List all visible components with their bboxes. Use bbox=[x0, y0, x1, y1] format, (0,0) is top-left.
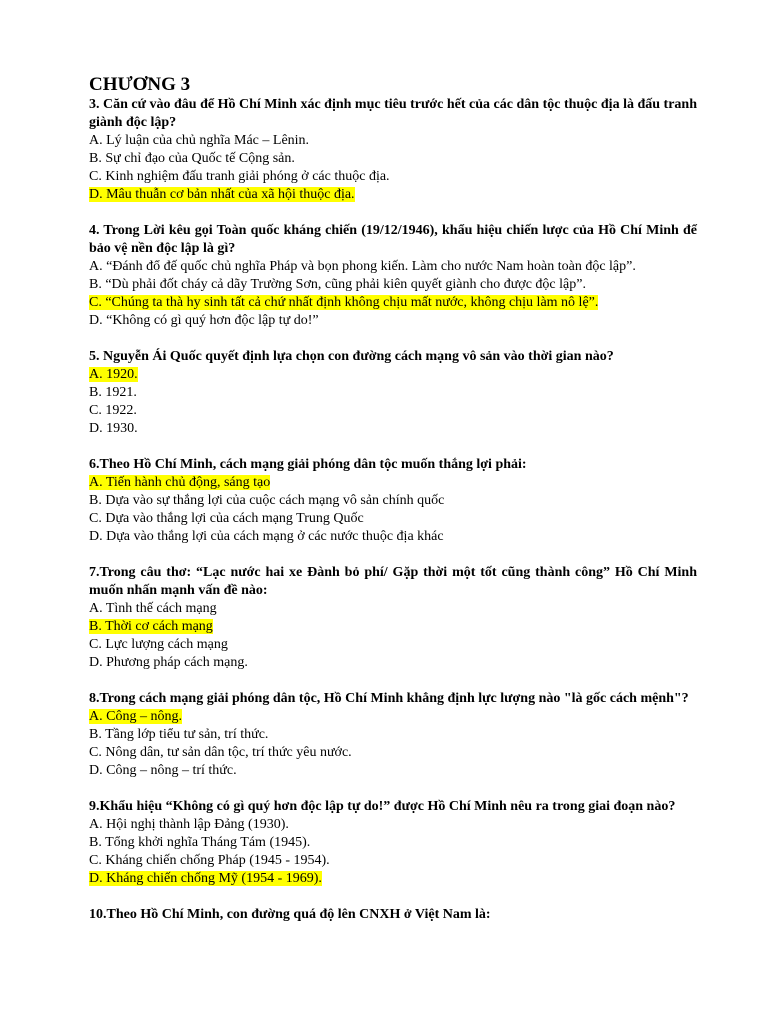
answer-option bbox=[89, 744, 697, 762]
answer-option bbox=[89, 132, 697, 150]
answer-option-text: C. Dựa vào thắng lợi của cách mạng Trung Quốc bbox=[89, 511, 364, 526]
question-text: 5. Nguyễn Ái Quốc quyết định lựa chọn con đường cách mạng vô sản vào thời gian nào? bbox=[89, 349, 614, 364]
answer-option bbox=[89, 600, 697, 618]
answer-option-text: D. Kháng chiến chống Mỹ (1954 - 1969). bbox=[89, 871, 322, 886]
answer-option bbox=[89, 762, 697, 780]
answer-option bbox=[89, 168, 697, 186]
answer-option-text: D. 1930. bbox=[89, 421, 138, 436]
answer-option-text: A. Hội nghị thành lập Đảng (1930). bbox=[89, 817, 289, 832]
answer-option-highlighted bbox=[89, 618, 697, 636]
answer-option-text: D. Dựa vào thắng lợi của cách mạng ở các nước thuộc địa khác bbox=[89, 529, 444, 544]
answer-option-text: B. 1921. bbox=[89, 385, 137, 400]
answer-option bbox=[89, 636, 697, 654]
answer-option-text: C. Lực lượng cách mạng bbox=[89, 637, 228, 652]
answer-option-text: B. “Dù phải đốt cháy cả dãy Trường Sơn, cũng phải kiên quyết giành cho được độc lập”. bbox=[89, 277, 586, 292]
answer-option bbox=[89, 852, 697, 870]
question-text: 6.Theo Hồ Chí Minh, cách mạng giải phóng dân tộc muốn thắng lợi phải: bbox=[89, 457, 527, 472]
answer-option bbox=[89, 492, 697, 510]
answer-option-text: A. Tiến hành chủ động, sáng tạo bbox=[89, 475, 271, 490]
chapter-title: CHƯƠNG 3 bbox=[89, 74, 191, 95]
answer-option-text: B. Sự chỉ đạo của Quốc tế Cộng sản. bbox=[89, 151, 295, 166]
answer-option-text: B. Thời cơ cách mạng bbox=[89, 619, 213, 634]
answer-option-text: D. “Không có gì quý hơn độc lập tự do!” bbox=[89, 313, 319, 328]
answer-option-text: B. Dựa vào sự thắng lợi của cuộc cách mạng vô sản chính quốc bbox=[89, 493, 445, 508]
question-text: 10.Theo Hồ Chí Minh, con đường quá độ lên CNXH ở Việt Nam là: bbox=[89, 907, 491, 922]
answer-option-text: C. Kinh nghiệm đấu tranh giải phóng ở các thuộc địa. bbox=[89, 169, 390, 184]
question-spacer bbox=[89, 330, 697, 348]
question-spacer bbox=[89, 546, 697, 564]
question-text: 4. Trong Lời kêu gọi Toàn quốc kháng chiến (19/12/1946), khẩu hiệu chiến lược của Hồ Chí Minh để bảo vệ nền độc lập là gì? bbox=[89, 223, 697, 256]
document-content bbox=[89, 74, 697, 924]
answer-option bbox=[89, 816, 697, 834]
answer-option-text: A. “Đánh đổ đế quốc chủ nghĩa Pháp và bọn phong kiến. Làm cho nước Nam hoàn toàn độc lập”. bbox=[89, 259, 636, 274]
answer-option-text: C. Kháng chiến chống Pháp (1945 - 1954). bbox=[89, 853, 330, 868]
question-text: 8.Trong cách mạng giải phóng dân tộc, Hồ Chí Minh khẳng định lực lượng nào "là gốc cách mệnh"? bbox=[89, 691, 689, 706]
question-block bbox=[89, 348, 697, 438]
question-text: 7.Trong câu thơ: “Lạc nước hai xe Đành bỏ phí/ Gặp thời một tốt cũng thành công” Hồ Chí Minh muốn nhấn mạnh vấn đề nào: bbox=[89, 565, 697, 598]
answer-option-text: C. Nông dân, tư sản dân tộc, trí thức yêu nước. bbox=[89, 745, 352, 760]
answer-option bbox=[89, 528, 697, 546]
question-block bbox=[89, 690, 697, 780]
question-block bbox=[89, 222, 697, 330]
answer-option-text: D. Mâu thuẫn cơ bản nhất của xã hội thuộc địa. bbox=[89, 187, 355, 202]
answer-option-highlighted bbox=[89, 708, 697, 726]
question-spacer bbox=[89, 438, 697, 456]
answer-option-text: B. Tổng khởi nghĩa Tháng Tám (1945). bbox=[89, 835, 311, 850]
answer-option bbox=[89, 312, 697, 330]
answer-option-text: A. Công – nông. bbox=[89, 709, 182, 724]
question-block bbox=[89, 906, 697, 924]
question-spacer bbox=[89, 204, 697, 222]
answer-option-highlighted bbox=[89, 294, 697, 312]
answer-option-text: D. Công – nông – trí thức. bbox=[89, 763, 237, 778]
answer-option-text: D. Phương pháp cách mạng. bbox=[89, 655, 248, 670]
question-block bbox=[89, 798, 697, 888]
answer-option-text: C. “Chúng ta thà hy sinh tất cả chứ nhất định không chịu mất nước, không chịu làm nô lệ”. bbox=[89, 295, 599, 310]
answer-option-text: A. Lý luận của chủ nghĩa Mác – Lênin. bbox=[89, 133, 310, 148]
answer-option-highlighted bbox=[89, 474, 697, 492]
answer-option bbox=[89, 510, 697, 528]
answer-option-highlighted bbox=[89, 186, 697, 204]
question-spacer bbox=[89, 672, 697, 690]
question-spacer bbox=[89, 888, 697, 906]
answer-option-text: A. 1920. bbox=[89, 367, 138, 382]
question-spacer bbox=[89, 780, 697, 798]
answer-option-text: C. 1922. bbox=[89, 403, 137, 418]
answer-option bbox=[89, 420, 697, 438]
answer-option bbox=[89, 402, 697, 420]
answer-option-text: A. Tình thế cách mạng bbox=[89, 601, 217, 616]
answer-option-text: B. Tầng lớp tiểu tư sản, trí thức. bbox=[89, 727, 269, 742]
answer-option bbox=[89, 726, 697, 744]
question-block bbox=[89, 564, 697, 672]
answer-option bbox=[89, 276, 697, 294]
answer-option-highlighted bbox=[89, 870, 697, 888]
question-block bbox=[89, 456, 697, 546]
answer-option bbox=[89, 654, 697, 672]
answer-option bbox=[89, 150, 697, 168]
question-text: 9.Khẩu hiệu “Không có gì quý hơn độc lập tự do!” được Hồ Chí Minh nêu ra trong giai đoạn nào? bbox=[89, 799, 676, 814]
question-block bbox=[89, 96, 697, 204]
answer-option bbox=[89, 258, 697, 276]
answer-option-highlighted bbox=[89, 366, 697, 384]
question-text: 3. Căn cứ vào đâu để Hồ Chí Minh xác định mục tiêu trước hết của các dân tộc thuộc địa là đấu tranh giành độc lập? bbox=[89, 97, 697, 130]
answer-option bbox=[89, 384, 697, 402]
answer-option bbox=[89, 834, 697, 852]
